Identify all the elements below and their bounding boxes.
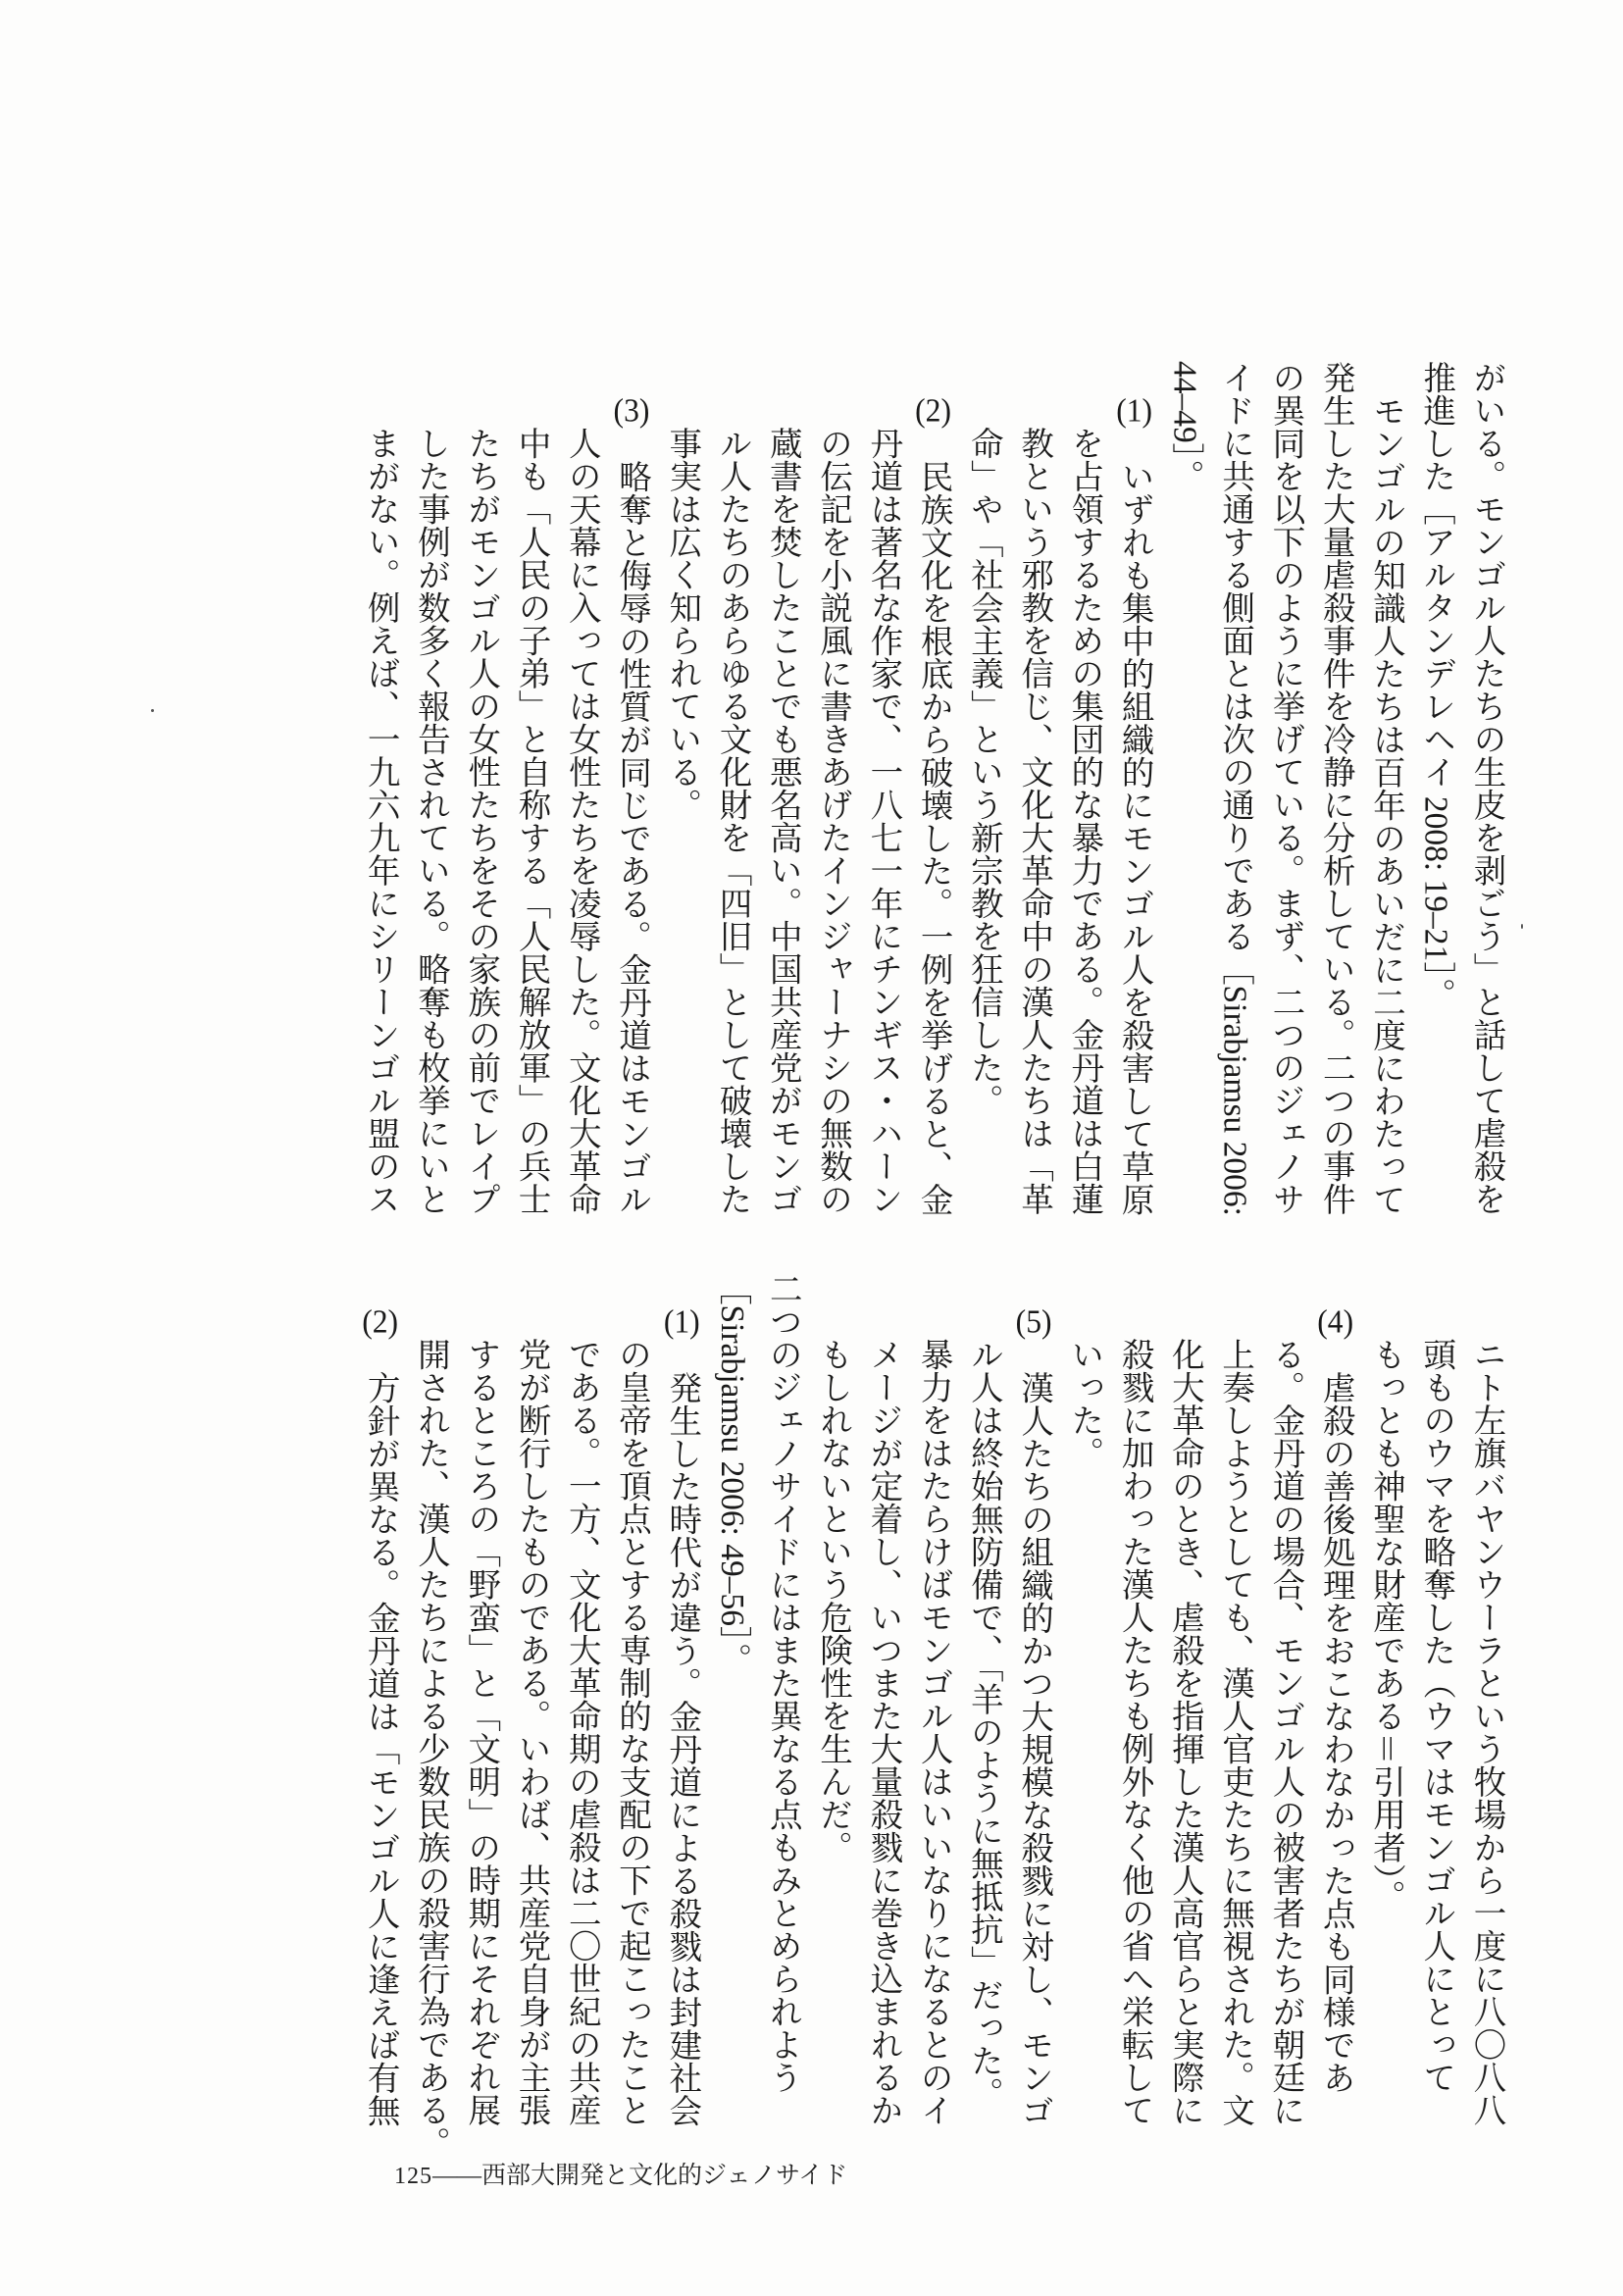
list-item-first-line: [908, 361, 958, 1215]
list-marker: (3): [613, 393, 650, 427]
list-item-line: ニト左旗バヤンウーラという牧場から一度に八〇八八: [1468, 1338, 1504, 2126]
list-item-line: 丹道は著名な作家で、一八七一年にチンギス・ハーン: [864, 427, 901, 1215]
text-line: 発生した大量虐殺事件を冷静に分析している。二つの事件: [1317, 361, 1354, 1215]
text-line: がいる。モンゴル人たちの生皮を剥ごう」と話して虐殺を: [1468, 361, 1504, 1215]
text-line: 44–49］。: [1166, 361, 1203, 492]
list-item-text: 虐殺の善後処理をおこなわなかった点も同様であ: [1317, 1370, 1354, 2094]
list-item-line: 頭ものウマを略奪した（ウマはモンゴル人にとって: [1417, 1338, 1454, 2094]
list-item-line: 党が断行したものである。いわば、共産党自身が主張: [512, 1338, 549, 2126]
text-line: の異同を以下のように挙げている。まず、二つのジェノサ: [1266, 361, 1303, 1215]
list-marker: (2): [362, 1304, 399, 1338]
list-item-line: の伝記を小説風に書きあげたインジャーナシの無数の: [814, 427, 851, 1215]
list-item-first-line: [1310, 1272, 1360, 2126]
list-marker: (5): [1015, 1304, 1052, 1338]
list-item-line: いった。: [1065, 1338, 1102, 1469]
list-marker: (1): [663, 1304, 700, 1338]
list-item-line: 開された、漢人たちによる少数民族の殺害行為である。: [412, 1338, 449, 2160]
list-marker: (2): [915, 393, 951, 427]
running-footer: [394, 2161, 847, 2192]
list-item-line: の皇帝を頂点とする専制的な支配の下で起こったこと: [613, 1338, 650, 2126]
list-item-text: いずれも集中的組織的にモンゴル人を殺害して草原: [1116, 459, 1153, 1215]
list-item-line: である。一方、文化大革命期の虐殺は二〇世紀の共産: [563, 1338, 600, 2126]
text-line: 二つのジェノサイドにはまた異なる点もみとめられよう: [764, 1272, 801, 2094]
text-line: 推進した［アルタンデレヘイ 2008: 19–21］。: [1417, 361, 1454, 1011]
list-item-line: ル人は終始無防備で、「羊のように無抵抗」だった。: [965, 1338, 1002, 2111]
list-item-line: メージが定着し、いつまた大量殺戮に巻き込まれるか: [864, 1338, 901, 2126]
list-item-text: 民族文化を根底から破壊した。一例を挙げると、金: [915, 459, 952, 1215]
list-item-line: を占領するための集団的な暴力である。金丹道は白蓮: [1065, 427, 1102, 1215]
list-item-line: 人の天幕に入っては女性たちを凌辱した。文化大革命: [563, 427, 600, 1215]
list-item-line: 命」や「社会主義」という新宗教を狂信した。: [965, 427, 1002, 1117]
list-item-first-line: [1109, 361, 1159, 1215]
list-item-line: ル人たちのあらゆる文化財を「四旧」として破壊した: [714, 427, 751, 1215]
list-item-first-line: [1008, 1272, 1058, 2126]
text-line: イドに共通する側面とは次の通りである［Sirabjamsu 2006:: [1216, 361, 1253, 1216]
list-marker: (1): [1116, 393, 1153, 427]
list-item-line: 化大革命のとき、虐殺を指揮した漢人高官らと実際に: [1166, 1338, 1203, 2126]
list-item-line: 上奏しようとしても、漢人官吏たちに無視された。文: [1216, 1338, 1253, 2126]
lower-text-tier: [355, 1272, 1511, 2160]
list-item-first-line: [656, 1272, 706, 2126]
list-item-line: 殺戮に加わった漢人たちも例外なく他の省へ栄転して: [1116, 1338, 1153, 2126]
list-item-first-line: [606, 361, 656, 1215]
list-item-line: まがない。例えば、一九六九年にシリーンゴル盟のス: [362, 427, 399, 1215]
list-item-line: もしれないという危険性を生んだ。: [814, 1338, 851, 1863]
list-item-line: もっとも神聖な財産である＝引用者）。: [1367, 1338, 1404, 1913]
list-item-line: 暴力をはたらけばモンゴル人はいいなりになるとのイ: [915, 1338, 952, 2126]
citation-line: ［Sirabjamsu 2006: 49–56］。: [714, 1272, 751, 1676]
list-item-line: するところの「野蛮」と「文明」の時期にそれぞれ展: [462, 1338, 499, 2126]
list-item-line: 中も「人民の子弟」と自称する「人民解放軍」の兵士: [512, 427, 549, 1215]
list-item-line: る。金丹道の場合、モンゴル人の被害者たちが朝廷に: [1266, 1338, 1303, 2126]
page-number: 125: [394, 2164, 432, 2189]
paragraph-first-line: モンゴルの知識人たちは百年のあいだに二度にわたって: [1367, 393, 1404, 1215]
list-item-text: 略奪と侮辱の性質が同じである。金丹道はモンゴル: [613, 459, 650, 1215]
list-item-text: 漢人たちの組織的かつ大規模な殺戮に対し、モンゴ: [1015, 1370, 1052, 2126]
list-item-line: 蔵書を焚したことでも悪名高い。中国共産党がモンゴ: [764, 427, 801, 1215]
footer-separator: ——: [432, 2163, 482, 2189]
scan-speck: [1521, 924, 1523, 929]
list-item-line: 教という邪教を信じ、文化大革命中の漢人たちは「革: [1015, 427, 1052, 1215]
list-item-text: 発生した時代が違う。金丹道による殺戮は封建社会: [663, 1370, 700, 2126]
running-title: 西部大開発と文化的ジェノサイド: [482, 2163, 848, 2189]
list-item-line: 事実は広く知られている。: [663, 427, 700, 821]
list-item-line: たちがモンゴル人の女性たちをその家族の前でレイプ: [462, 427, 499, 1215]
scan-speck: [151, 709, 154, 712]
list-item-first-line: [355, 1272, 405, 2126]
list-marker: (4): [1317, 1304, 1354, 1338]
list-item-line: した事例が数多く報告されている。略奪も枚挙にいと: [412, 427, 449, 1215]
upper-text-tier: [355, 361, 1511, 1215]
list-item-text: 方針が異なる。金丹道は「モンゴル人に逢えば有無: [362, 1370, 399, 2126]
